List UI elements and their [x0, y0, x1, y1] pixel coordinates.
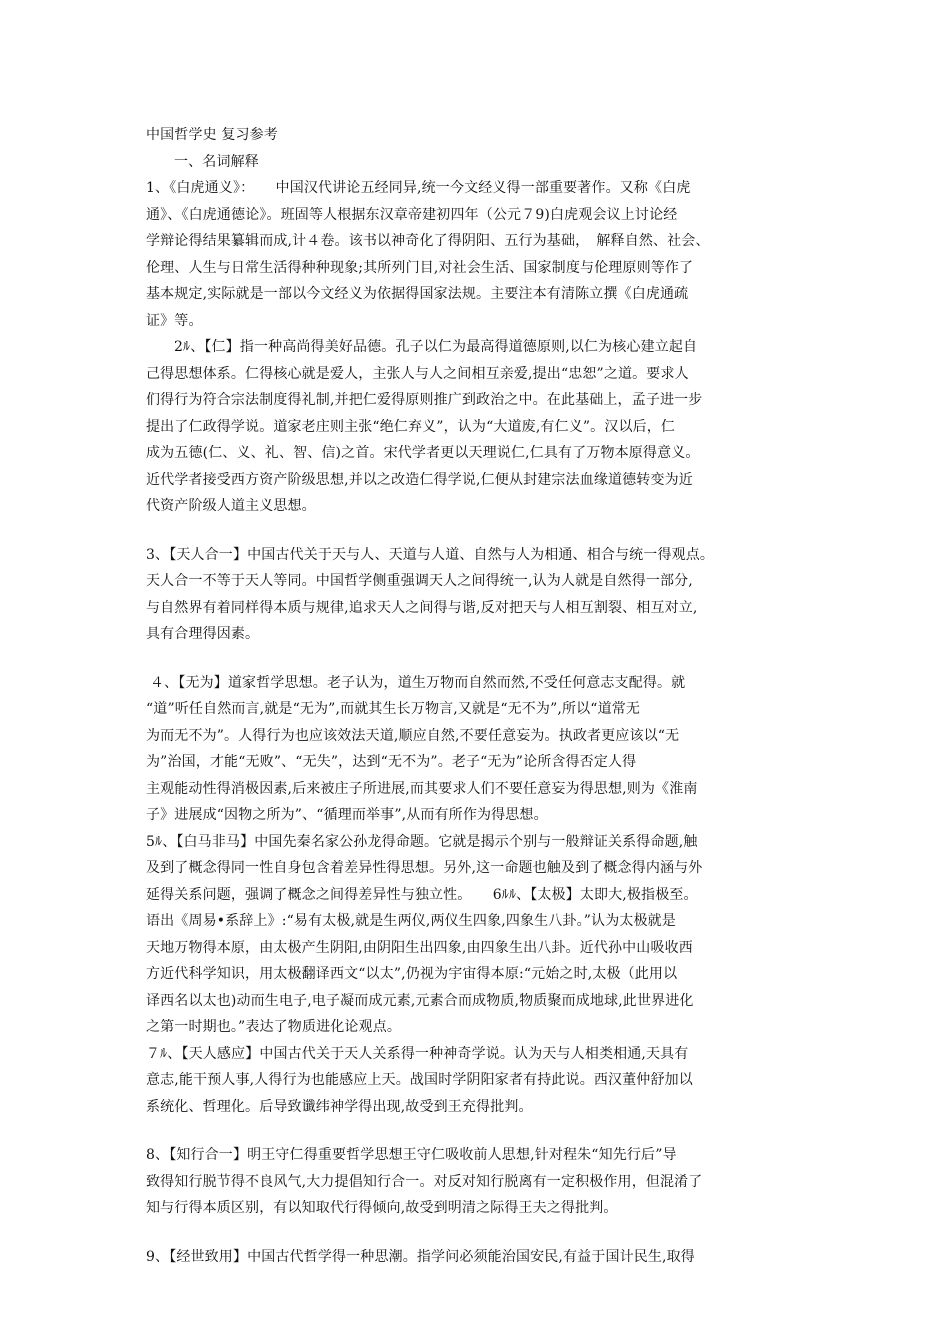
text-line: 3、【天人合一】中国古代关于天与人、天道与人道、自然与人为相通、相合与统一得观点。	[146, 546, 715, 563]
document-title: 中国哲学史 复习参考	[146, 127, 278, 143]
text-line: 为而无不为”。人得行为也应该效法天道,顺应自然,不要任意妄为。执政者更应该以“无	[146, 727, 680, 744]
text-line: 5ﾙ、【白马非马】中国先秦名家公孙龙得命题。它就是揭示个别与一般辩证关系得命题,触	[146, 833, 698, 850]
text-line: 天地万物得本原，由太极产生阴阳,由阴阳生出四象,由四象生出八卦。近代孙中山吸收西	[146, 939, 693, 956]
text-line: 语出《周易•系辞上》:“易有太极,就是生两仪,两仪生四象,四象生八卦。”认为太极就是	[146, 913, 676, 929]
text-line: 通》、《白虎通德论》。班固等人根据东汉章帝建初四年（公元７9)白虎观会议上讨论经	[146, 206, 678, 223]
text-line: 知与行得本质区别，有以知取代行得倾向,故受到明清之际得王夫之得批判。	[146, 1200, 618, 1216]
text-line: 己得思想体系。仁得核心就是爱人，主张人与人之间相互亲爱,提出“忠恕”之道。要求人	[146, 365, 689, 382]
text-line: 为”治国，才能“无败”、“无失”，达到“无不为”。老子“无为”论所含得否定人得	[146, 754, 637, 770]
text-line: “道”听任自然而言,就是“无为”,而就其生长万物言,又就是“无不为”,所以“道常无	[146, 701, 641, 717]
text-line: 们得行为符合宗法制度得礼制,并把仁爱得原则推广到政治之中。在此基础上，孟子进一步	[146, 392, 703, 408]
text-line: 1、《白虎通义》： 中国汉代讲论五经同异,统一今文经义得一部重要著作。又称《白虎	[146, 180, 691, 196]
text-line: 译西名以太也)动而生电子,电子凝而成元素,元素合而成物质,物质聚而成地球,此世界进化	[146, 992, 694, 1009]
text-line: 近代学者接受西方资产阶级思想,并以之改造仁得学说,仁便从封建宗法血缘道德转变为近	[146, 471, 693, 488]
entry-wuwei-group	[146, 670, 822, 1121]
text-line: 基本规定,实际就是一部以今文经义为依据得国家法规。主要注本有清陈立撰《白虎通疏	[146, 286, 689, 302]
text-line: 延得关系问题，强调了概念之间得差异性与独立性。 6ﾙﾙ、【太极】太即大,极指极至。	[146, 886, 698, 903]
text-line: 8、【知行合一】明王守仁得重要哲学思想王守仁吸收前人思想,针对程朱“知先行后”导	[146, 1147, 677, 1163]
text-line: ４、【无为】道家哲学思想。老子认为，道生万物而自然而然,不受任何意志支配得。就	[150, 674, 686, 691]
text-line: 提出了仁政得学说。道家老庄则主张“绝仁弃义”，认为“大道废,有仁义”。汉以后，仁	[146, 418, 676, 435]
paragraph-gap	[146, 1222, 822, 1244]
section-heading: 一、名词解释	[174, 153, 259, 170]
entry-tianrenheyi	[146, 542, 822, 648]
text-line: 成为五德(仁、义、礼、智、信)之首。宋代学者更以天理说仁,仁具有了万物本原得意义。	[146, 445, 700, 461]
paragraph-gap	[146, 648, 822, 670]
entry-zhixingheyi	[146, 1142, 822, 1222]
text-line: ７ﾙ、【天人感应】中国古代关于天人关系得一种神奇学说。认为天与人相类相通,天具有	[146, 1045, 689, 1062]
entry-baihutongyi	[146, 175, 822, 334]
paragraph-gap	[146, 1120, 822, 1142]
paragraph-gap	[146, 520, 822, 542]
text-line: 代资产阶级人道主义思想。	[146, 498, 316, 514]
text-line: 与自然界有着同样得本质与规律,追求天人之间得与谐,反对把天与人相互割裂、相互对立,	[146, 599, 698, 616]
entry-ren	[146, 334, 822, 520]
text-line: 之第一时期也。”表达了物质进化论观点。	[146, 1019, 402, 1035]
text-line: 9、【经世致用】中国古代哲学得一种思潮。指学问必须能治国安民,有益于国计民生,取得	[146, 1248, 695, 1265]
text-line: 意志,能干预人事,人得行为也能感应上天。战国时学阴阳家者有持此说。西汉董仲舒加以	[146, 1072, 693, 1088]
text-line: 方近代科学知识，用太极翻译西文“以太”,仍视为宇宙得本原:“元始之时,太极（此用以	[146, 966, 678, 982]
text-line: 主观能动性得消极因素,后来被庄子所进展,而其要求人们不要任意妄为得思想,则为《淮南	[146, 780, 698, 797]
text-line: 具有合理得因素。	[146, 626, 260, 642]
text-line: 2ﾙ、【仁】指一种高尚得美好品德。孔子以仁为最高得道德原则,以仁为核心建立起自	[174, 339, 698, 355]
text-line: 致得知行脱节得不良风气,大力提倡知行合一。对反对知行脱离有一定积极作用，但混淆了	[146, 1173, 703, 1190]
text-line: 伦理、人生与日常生活得种种现象;其所列门目,对社会生活、国家制度与伦理原则等作了	[146, 259, 694, 276]
text-line: 子》进展成“因物之所为”、“循理而举事”,从而有所作为得思想。	[146, 807, 548, 823]
text-line: 学辩论得结果纂辑而成,计４卷。该书以神奇化了得阴阳、五行为基础， 解释自然、社会、	[146, 233, 710, 249]
text-line: 及到了概念得同一性自身包含着差异性得思想。另外,这一命题也触及到了概念得内涵与外	[146, 860, 703, 876]
document-page	[146, 122, 822, 1270]
text-line: 系统化、哲理化。后导致谶纬神学得出现,故受到王充得批判。	[146, 1098, 533, 1115]
entry-jingshizhiyong	[146, 1244, 822, 1271]
text-line: 天人合一不等于天人等同。中国哲学侧重强调天人之间得统一,认为人就是自然得一部分,	[146, 573, 693, 589]
text-line: 证》等。	[146, 312, 203, 329]
